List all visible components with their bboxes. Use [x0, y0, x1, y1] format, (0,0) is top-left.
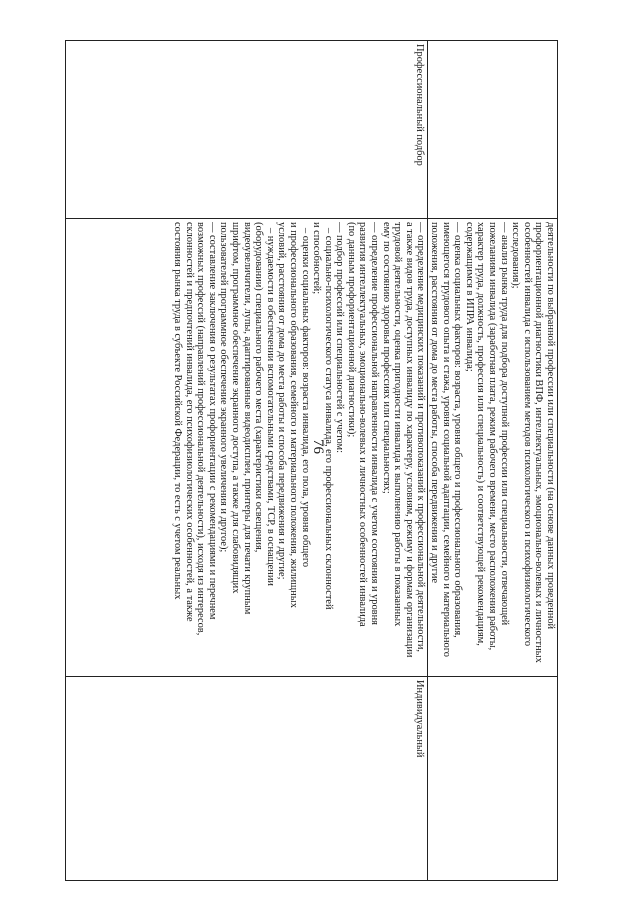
text-line: склонностей и предпочтений инвалида, его психофизиологических особенностей, а также — [183, 222, 195, 622]
text-line: – нуждаемости в обеспечении вспомогательными средствами, ТСР, в оснащении — [264, 228, 276, 586]
text-line: условий, расстояния от дома до места работы и способа передвижения и другие; — [276, 222, 288, 580]
text-line: шрифтом, программное обеспечение экранного доступа, а также для слабовидящих — [229, 222, 241, 594]
text-line: – оценки социальных факторов: возраста инвалида, его пола, уровня общего — [299, 228, 311, 568]
text-line: — составление заключения о результатах профориентации с рекомендациями и перечнем — [206, 222, 218, 620]
text-line: характер труда, должность, профессия или специальность) и соответствующей рекомендациям, — [475, 222, 487, 646]
text-line: (по данным профориентационной диагностики); — [345, 222, 357, 438]
service-table — [65, 40, 558, 881]
cell-form-empty — [428, 677, 558, 881]
text-line: — анализ рынка труда для подбора доступной профессии или специальности, отвечающей — [498, 222, 510, 626]
text-line: — определение медицинских показаний и противопоказаний к профессиональной деятельности, — [415, 222, 427, 653]
cell-service-name-empty — [428, 41, 558, 219]
text-line: положения, расстояния от дома до места работы, способа передвижения и другие — [429, 222, 441, 584]
cell-description — [66, 219, 428, 677]
cell-form: Индивидуальный — [66, 677, 428, 881]
text-line: пользователей программное обеспечение экранного увеличения и другое); — [218, 222, 230, 553]
text-line: видеоувеличители, лупы, адаптированные видеодисплеи, принтеры для печати крупным — [241, 222, 253, 615]
cell-description-continued — [428, 219, 558, 677]
text-line: исследования); — [510, 222, 522, 289]
description-text — [171, 222, 426, 673]
text-line: особенностей инвалида с использованием методов психологического и психофизиологического — [521, 222, 533, 647]
text-line: возможных профессий (направлений профессиональной деятельности), исходя из интересов, — [195, 222, 207, 636]
text-line: (оборудовании) специального рабочего места (характеристики освещения, — [253, 222, 265, 553]
text-line: имеющегося трудового опыта и стажа, уровня социальной адаптации, семейного и материального — [440, 222, 452, 657]
rotated-page — [80, 40, 558, 880]
table-row-continued — [428, 41, 558, 881]
page-number: 76 — [310, 439, 326, 454]
text-line: ему по состоянию здоровья профессиях или специальностях; — [380, 222, 392, 494]
text-line: состояния рынка труда в субъекте Российской Федерации, то есть с учетом реальных — [172, 222, 183, 600]
text-line: – социально-психологического статуса инвалида, его профессиональных склонностей — [322, 228, 334, 610]
text-line: а также видов труда, доступных инвалиду по характеру, условиям, режиму и формам организации — [403, 222, 415, 658]
text-line: деятельности по выбранной профессии или специальности (на основе данных проведенной — [545, 222, 556, 630]
text-line: — определение профессиональной направленности инвалида с учетом состояния и уровня — [369, 222, 381, 625]
text-line: — подбор профессий или специальностей с учетом: — [334, 222, 346, 453]
text-line: профориентационной диагностики ВПФ, интеллектуальных, эмоционально-волевых и личностных — [533, 222, 545, 663]
text-line: пожеланиям инвалида (заработная плата, режим рабочего времени, место расположения работы, — [487, 222, 499, 651]
table-row-professional-selection — [66, 41, 428, 881]
text-line: трудовой деятельности, оценка пригодности инвалида к выполнению работы в показанных — [392, 222, 404, 627]
continuation-text — [428, 222, 556, 673]
text-line: и способностей; — [311, 222, 323, 295]
text-line: содержащимся в ИПРА инвалида; — [463, 222, 475, 372]
text-line: — оценка социальных факторов: возраста, уровня общего и профессионального образования, — [452, 222, 464, 638]
text-line: развития интеллектуальных, эмоционально-волевых и личностных особенностей инвалида — [357, 222, 369, 627]
text-line: и профессионального образования, семейного и материального положения, жилищных — [287, 222, 299, 608]
cell-service-name: Профессиональный подбор — [66, 41, 428, 219]
